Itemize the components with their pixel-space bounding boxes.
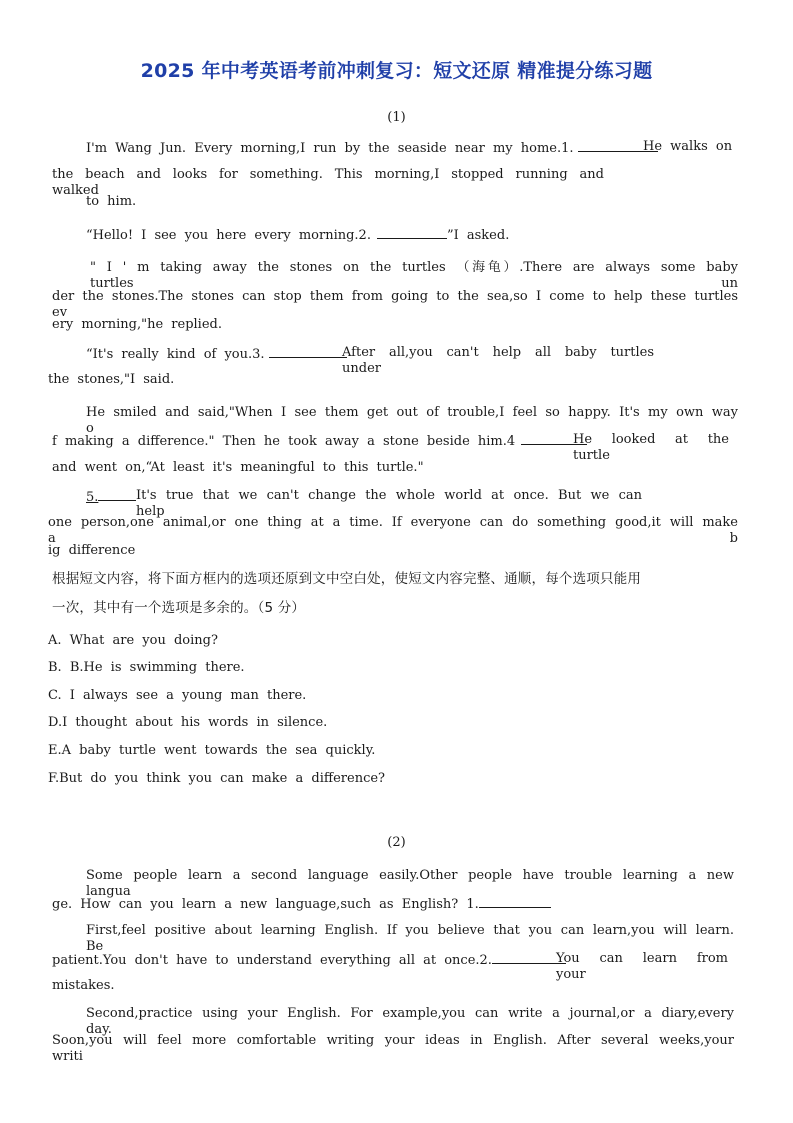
- passage-2-line: Some people learn a second language easily.Other people have trouble learning a new langua: [86, 868, 734, 899]
- option-c: C. I always see a young man there.: [48, 688, 307, 703]
- passage-2-line: ge. How can you learn a new language,such as English? 1.: [52, 895, 551, 913]
- option-b: B. B.He is swimming there.: [48, 660, 245, 675]
- passage-1-line: the stones,"I said.: [48, 372, 175, 387]
- option-f: F.But do you think you can make a difference?: [48, 771, 386, 786]
- passage-1-line: “It's really kind of you.3.: [86, 345, 347, 363]
- option-a: A. What are you doing?: [48, 633, 218, 648]
- page-title: 2025 年中考英语考前冲刺复习：短文还原 精准提分练习题: [140, 60, 653, 82]
- passage-1-line: the beach and looks for something. This morning,I stopped running and walked: [52, 167, 604, 198]
- option-e: E.A baby turtle went towards the sea quickly.: [48, 743, 376, 758]
- passage-2-line: patient.You don't have to understand everything all at once.2.: [52, 951, 566, 969]
- option-d: D.I thought about his words in silence.: [48, 715, 328, 730]
- answer-blank-3: [269, 345, 347, 358]
- answer-blank-5: [98, 488, 136, 501]
- passage-1-line: der the stones.The stones can stop them from going to the sea,so I come to help these turtles ev: [52, 289, 738, 320]
- passage-1-line: It's true that we can't change the whole world at once. But we can help: [136, 488, 642, 519]
- instruction-text: 根据短文内容，将下面方框内的选项还原到文中空白处，使短文内容完整、通顺，每个选项只能用: [52, 571, 642, 587]
- passage-1-line: After all,you can't help all baby turtles under: [342, 345, 654, 376]
- passage-1-line: He smiled and said,"When I see them get out of trouble,I feel so happy. It's my own way o: [86, 405, 738, 436]
- answer-blank-7: [492, 951, 566, 964]
- passage-1-line: He looked at the turtle: [573, 432, 729, 463]
- passage-1-line: 5.: [86, 488, 136, 506]
- passage-1-line: f making a difference." Then he took away a stone beside him.4: [52, 432, 587, 450]
- passage-2-line: Second,practice using your English. For example,you can write a journal,or a diary,every day.: [86, 1006, 734, 1037]
- instruction-text: 一次，其中有一个选项是多余的。（5 分）: [52, 600, 306, 616]
- passage-2-line: You can learn from your: [556, 951, 728, 982]
- passage-1-line: ig difference: [48, 543, 136, 558]
- passage-1-line: and went on,“At least it's meaningful to this turtle.": [52, 460, 424, 475]
- passage-1-line: to him.: [86, 194, 137, 209]
- passage-1-line: I'm Wang Jun. Every morning,I run by the seaside near my home.1.: [86, 139, 658, 157]
- answer-blank-2: [377, 226, 447, 239]
- passage-2-line: First,feel positive about learning English. If you believe that you can learn,you will learn. Be: [86, 923, 734, 954]
- passage-2-line: Soon,you will feel more comfortable writing your ideas in English. After several weeks,your writi: [52, 1033, 734, 1064]
- passage-1-line: “Hello! I see you here every morning.2. ”I asked.: [86, 228, 510, 243]
- passage-1-line: ery morning,"he replied.: [52, 317, 222, 332]
- answer-blank-6: [479, 895, 551, 908]
- passage-1-line: one person,one animal,or one thing at a time. If everyone can do something good,it will make a b: [48, 515, 738, 546]
- passage-2-line: mistakes.: [52, 978, 115, 993]
- section-2-number: (2): [387, 835, 406, 850]
- passage-1-line: " I ' m taking away the stones on the turtles （海龟）.There are always some baby turtles un: [90, 260, 738, 291]
- passage-1-line: He walks on: [643, 139, 733, 154]
- section-1-number: (1): [387, 110, 406, 125]
